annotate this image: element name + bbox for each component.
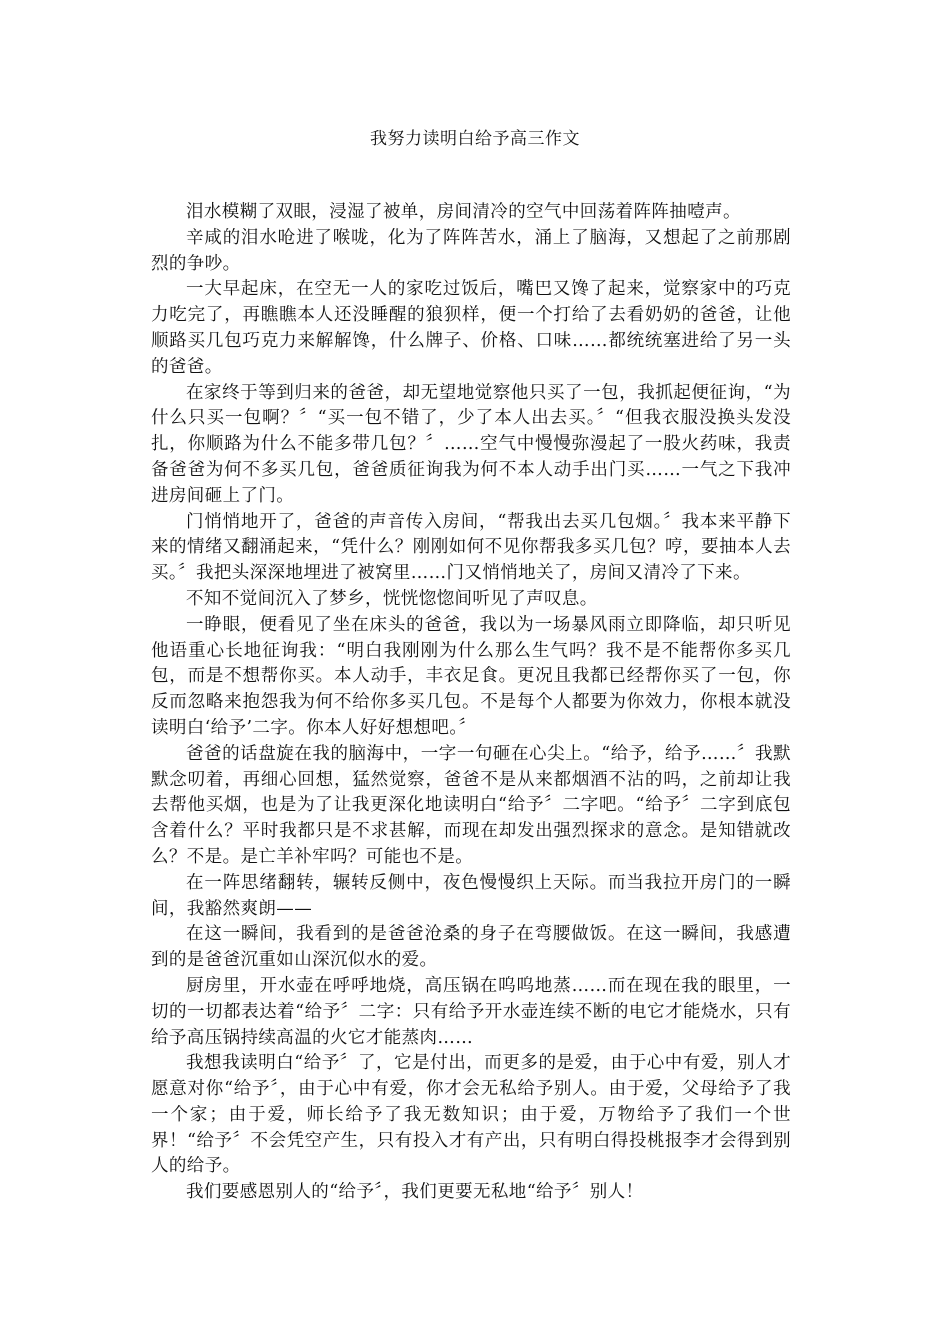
paragraph: 不知不觉间沉入了梦乡，恍恍惚惚间听见了声叹息。 bbox=[186, 588, 598, 609]
paragraph: 一睁眼，便看见了坐在床头的爸爸，我以为一场暴风雨立即降临，却只听见他语重心长地征询我：“明白我刚刚为什么那么生气吗？我不是不能帮你多买几包，而是不想帮你买。本人动手，丰衣足食。更况且我都已经帮你买了一包，你反而忽略来抱怨我为何不给你多买几包。不是每个人都要为你效力，你根本就没读明白‘给予’二字。你本人好好想想吧。〞 bbox=[151, 614, 791, 738]
paragraph: 在一阵思绪翻转，辗转反侧中，夜色慢慢织上天际。而当我拉开房门的一瞬间，我豁然爽朗—— bbox=[151, 872, 791, 919]
paragraph: 一大早起床，在空无一人的家吃过饭后，嘴巴又馋了起来，觉察家中的巧克力吃完了，再瞧瞧本人还没睡醒的狼狈样，便一个打给了去看奶奶的爸爸，让他顺路买几包巧克力来解解馋，什么牌子、价格、口味……都统统塞进给了另一头的爸爸。 bbox=[151, 279, 791, 377]
paragraph: 我想我读明白“给予〞了，它是付出，而更多的是爱，由于心中有爱，别人才愿意对你“给予〞，由于心中有爱，你才会无私给予别人。由于爱，父母给予了我一个家；由于爱，师长给予了我无数知识；由于爱，万物给予了我们一个世界！“给予〞不会凭空产生，只有投入才有产出，只有明白得投桃报李才会得到别人的给予。 bbox=[151, 1053, 791, 1177]
paragraph: 我们要感恩别人的“给予〞，我们更要无私地“给予〞别人！ bbox=[186, 1182, 644, 1203]
paragraph: 门悄悄地开了，爸爸的声音传入房间，“帮我出去买几包烟。〞我本来平静下来的情绪又翻涌起来，“凭什么？刚刚如何不见你帮我多买几包？哼，要抽本人去买。〞我把头深深地埋进了被窝里……门又悄悄地关了，房间又清冷了下来。 bbox=[151, 511, 791, 584]
paragraph: 在家终于等到归来的爸爸，却无望地觉察他只买了一包，我抓起便征询，“为什么只买一包啊？〞“买一包不错了，少了本人出去买。〞“但我衣服没换头发没扎，你顺路为什么不能多带几包？〞……空气中慢慢弥漫起了一股火药味，我责备爸爸为何不多买几包，爸爸质征询我为何不本人动手出门买……一气之下我冲进房间砸上了门。 bbox=[151, 382, 791, 506]
paragraph: 爸爸的话盘旋在我的脑海中，一字一句砸在心尖上。“给予，给予……〞我默默念叨着，再细心回想，猛然觉察，爸爸不是从来都烟酒不沾的吗，之前却让我去帮他买烟，也是为了让我更深化地读明白“给予〞二字吧。“给予〞二字到底包含着什么？平时我都只是不求甚解，而现在却发出强烈探求的意念。是知错就改么？不是。是亡羊补牢吗？可能也不是。 bbox=[151, 743, 791, 867]
paragraph: 在这一瞬间，我看到的是爸爸沧桑的身子在弯腰做饭。在这一瞬间，我感遭到的是爸爸沉重如山深沉似水的爱。 bbox=[151, 924, 791, 971]
paragraph: 辛咸的泪水呛进了喉咙，化为了阵阵苦水，涌上了脑海，又想起了之前那剧烈的争吵。 bbox=[151, 227, 791, 274]
document-body bbox=[151, 200, 791, 1206]
paragraph: 泪水模糊了双眼，浸湿了被单，房间清冷的空气中回荡着阵阵抽噎声。 bbox=[186, 202, 741, 222]
paragraph: 厨房里，开水壶在呼呼地烧，高压锅在呜呜地蒸……而在现在我的眼里，一切的一切都表达着“给予〞二字：只有给予开水壶连续不断的电它才能烧水，只有给予高压锅持续高温的火它才能蒸肉…… bbox=[151, 975, 791, 1048]
document-title: 我努力读明白给予高三作文 bbox=[370, 129, 580, 149]
